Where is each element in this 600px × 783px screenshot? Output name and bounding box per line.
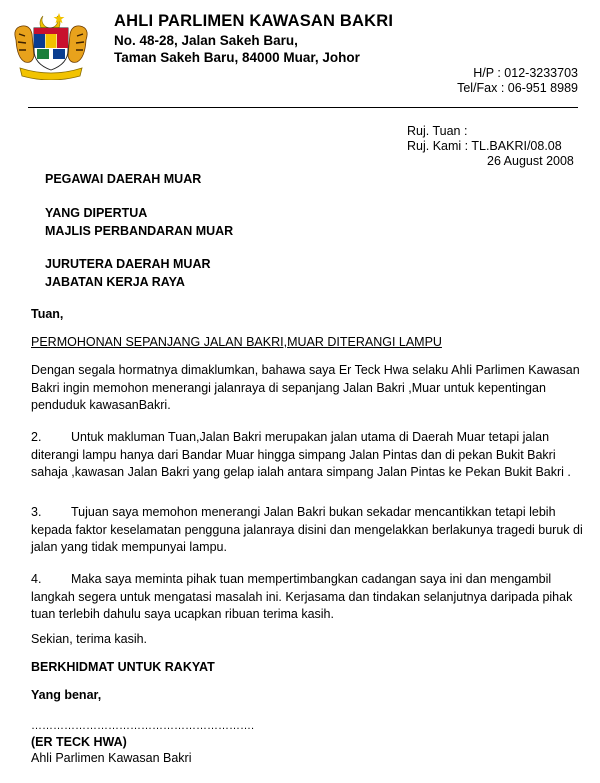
recipient-2-line2: MAJLIS PERBANDARAN MUAR: [45, 224, 234, 238]
letterhead-address-line2: Taman Sakeh Baru, 84000 Muar, Johor: [114, 50, 360, 65]
paragraph-text: Maka saya meminta pihak tuan mempertimbangkan cadangan saya ini dan mengambil langkah segera untuk mengatasi masalah ini. Kerjasama dan tindakan selanjutnya daripada pihak tuan terlebih dahulu saya ucapkan ribuan terima kasih.: [31, 572, 573, 621]
reference-our-ref: Ruj. Kami : TL.BAKRI/08.08: [407, 139, 562, 153]
paragraph-number: 4.: [31, 572, 42, 586]
recipient-2-line1: YANG DIPERTUA: [45, 206, 148, 220]
paragraph-2: [31, 429, 586, 482]
signer-name: (ER TECK HWA): [31, 735, 127, 749]
reference-your-ref: Ruj. Tuan :: [407, 124, 468, 138]
paragraph-4: [31, 571, 586, 624]
letter-subject: PERMOHONAN SEPANJANG JALAN BAKRI,MUAR DITERANGI LAMPU: [31, 335, 442, 349]
recipient-3-line2: JABATAN KERJA RAYA: [45, 275, 185, 289]
salutation: Tuan,: [31, 307, 64, 321]
coat-of-arms-emblem: [10, 10, 92, 80]
paragraph-number: 2.: [31, 430, 42, 444]
closing-remark: Sekian, terima kasih.: [31, 632, 148, 646]
letterhead-handphone: H/P : 012-3233703: [473, 66, 578, 80]
motto: BERKHIDMAT UNTUK RAKYAT: [31, 660, 215, 674]
paragraph-number: 3.: [31, 505, 42, 519]
paragraph-3: [31, 504, 586, 557]
recipient-1-line1: PEGAWAI DAERAH MUAR: [45, 172, 202, 186]
paragraph-text: Tujuan saya memohon menerangi Jalan Bakri bukan sekadar mencantikkan tetapi lebih kepada faktor keselamatan pengguna jalanraya disini dan mengelakkan berlakunya tragedi buruk di jalan yang tidak mempunyai lampu.: [31, 505, 583, 554]
letter-date: 26 August 2008: [487, 154, 574, 168]
letterhead-divider: [28, 107, 578, 108]
sign-off: Yang benar,: [31, 688, 102, 702]
letterhead-tel-fax: Tel/Fax : 06-951 8989: [457, 81, 578, 95]
letterhead-address-line1: No. 48-28, Jalan Sakeh Baru,: [114, 33, 298, 48]
recipient-3-line1: JURUTERA DAERAH MUAR: [45, 257, 211, 271]
signer-title: Ahli Parlimen Kawasan Bakri: [31, 751, 192, 765]
letterhead-title: AHLI PARLIMEN KAWASAN BAKRI: [114, 12, 394, 30]
paragraph-text: Untuk makluman Tuan,Jalan Bakri merupakan jalan utama di Daerah Muar tetapi jalan diterangi lampu hanya dari Bandar Muar hingga simpang Jalan Pintas dan di pekan Bukit Bakri sahaja ,kawasan Jalan Bakri yang gelap ialah antara simpang Jalan Pintas ke Pekan Bukit Bakri .: [31, 430, 571, 479]
signature-line: …………………………………………………….: [31, 720, 255, 732]
intro-paragraph: Dengan segala hormatnya dimaklumkan, bahawa saya Er Teck Hwa selaku Ahli Parlimen Kawasan Bakri ingin memohon menerangi jalanraya di sepanjang Jalan Bakri ,Muar untuk kepentingan penduduk kawasanBakri.: [31, 363, 580, 412]
